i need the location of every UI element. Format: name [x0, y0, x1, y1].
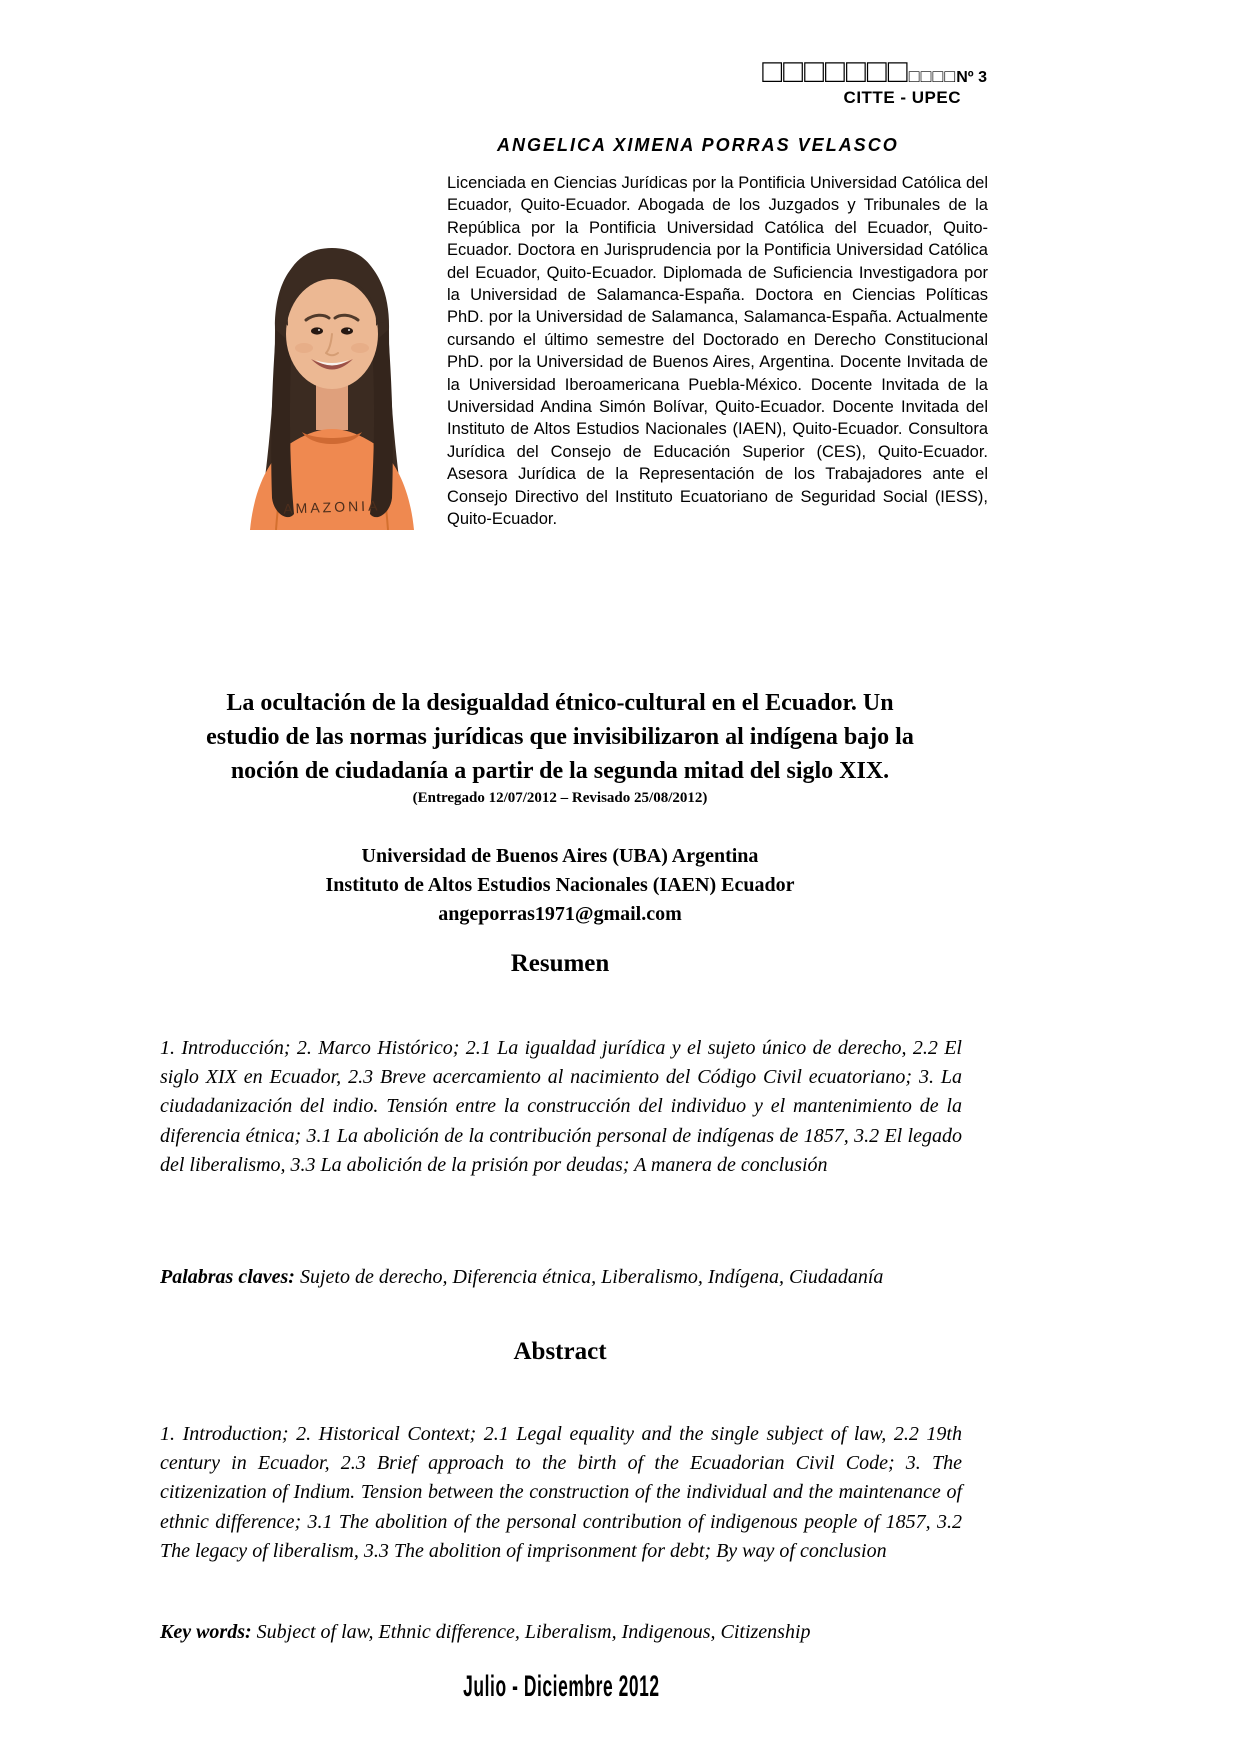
abstract-heading: Abstract — [513, 1338, 607, 1365]
header-box-row — [762, 54, 987, 87]
eye-right — [341, 327, 353, 334]
palabras-claves — [160, 1263, 962, 1292]
key-words-label: Key words: — [160, 1621, 252, 1643]
journal-org: CITTE - UPEC — [843, 88, 961, 107]
article-title-line: noción de ciudadanía a partir de la segunda mitad del siglo XIX. — [230, 758, 890, 784]
footer-issue-period: Julio - Diciembre 2012 — [462, 1670, 660, 1703]
journal-header — [762, 54, 987, 108]
article-title-line: estudio de las normas jurídicas que invisibilizaron al indígena bajo la — [206, 724, 914, 750]
eye-glint-left — [318, 329, 320, 331]
eye-glint-right — [348, 329, 350, 331]
article-title — [150, 686, 970, 788]
author-email: angeporras1971@gmail.com — [438, 903, 682, 925]
tofu-boxes-large: □□□□□□□ — [762, 52, 909, 89]
neck — [316, 382, 348, 430]
issue-number: Nº 3 — [956, 69, 987, 86]
affiliation-1: Universidad de Buenos Aires (UBA) Argentina — [361, 845, 759, 867]
tofu-boxes-small: □□□□ — [908, 66, 957, 86]
cheek-left — [295, 343, 313, 353]
palabras-claves-label: Palabras claves: — [160, 1266, 295, 1288]
abstract-body: 1. Introduction; 2. Historical Context; 2.1 Legal equality and the single subject of law, 2.2 19th century in Ecuador, 2.3 Brief approach to the birth of the Ecuadorian Civil Code; 3. The citizenization of Indium. Tension between the construction of the individual and the maintenance of ethnic difference; 3.1 The abolition of the personal contribution of indigenous people of 1857, 3.2 The legacy of liberalism, 3.3 The abolition of imprisonment for debt; By way of conclusion — [160, 1423, 962, 1562]
cheek-right — [351, 343, 369, 353]
eye-left — [311, 327, 323, 334]
resumen-body: 1. Introducción; 2. Marco Histórico; 2.1 La igualdad jurídica y el sujeto único de derecho, 2.2 El siglo XIX en Ecuador, 2.3 Breve acercamiento al nacimiento del Código Civil ecuatoriano; 3. La ciudadanización del indio. Tensión entre la construcción del individuo y el mantenimiento de la diferencia étnica; 3.1 La abolición de la contribución personal de indígenas de 1857, 3.2 El legado del liberalismo, 3.3 La abolición de la prisión por deudas; A manera de conclusión — [160, 1037, 962, 1176]
shirt-label: AMAZONIA — [283, 497, 381, 517]
article-title-line: La ocultación de la desigualdad étnico-cultural en el Ecuador. Un — [226, 690, 894, 716]
affiliations — [150, 842, 970, 929]
affiliation-2: Instituto de Altos Estudios Nacionales (IAEN) Ecuador — [325, 874, 795, 896]
author-photo — [232, 214, 432, 530]
author-name: ANGELICA XIMENA PORRAS VELASCO — [497, 135, 899, 155]
submission-dates: (Entregado 12/07/2012 – Revisado 25/08/2012) — [412, 790, 708, 806]
page-footer — [160, 1670, 962, 1704]
key-words-list: Subject of law, Ethnic difference, Liberalism, Indigenous, Citizenship — [256, 1621, 811, 1643]
key-words — [160, 1618, 962, 1647]
resumen-heading: Resumen — [510, 950, 610, 977]
author-bio: Licenciada en Ciencias Jurídicas por la Pontificia Universidad Católica del Ecuador, Quito-Ecuador. Abogada de los Juzgados y Tribunales de la República por la Pontificia Universidad Católica del Ecuador, Quito-Ecuador. Doctora en Jurisprudencia por la Pontificia Universidad Católica del Ecuador, Quito-Ecuador. Diplomada de Suficiencia Investigadora por la Universidad de Salamanca-España. Doctora en Ciencias Políticas PhD. por la Universidad de Salamanca, Salamanca-España. Actualmente cursando el último semestre del Doctorado en Derecho Constitucional PhD. por la Universidad de Buenos Aires, Argentina. Docente Invitada de la Universidad Iberoamericana Puebla-México. Docente Invitada de la Universidad Andina Simón Bolívar, Quito-Ecuador. Docente Invitada del Instituto de Altos Estudios Nacionales (IAEN), Quito-Ecuador. Consultora Jurídica del Consejo de Educación Superior (CES), Quito-Ecuador. Asesora Jurídica de la Representación de los Trabajadores ante el Consejo Directivo del Instituto Ecuatoriano de Seguridad Social (IESS), Quito-Ecuador. — [447, 174, 988, 529]
palabras-claves-list: Sujeto de derecho, Diferencia étnica, Liberalismo, Indígena, Ciudadanía — [299, 1266, 884, 1288]
